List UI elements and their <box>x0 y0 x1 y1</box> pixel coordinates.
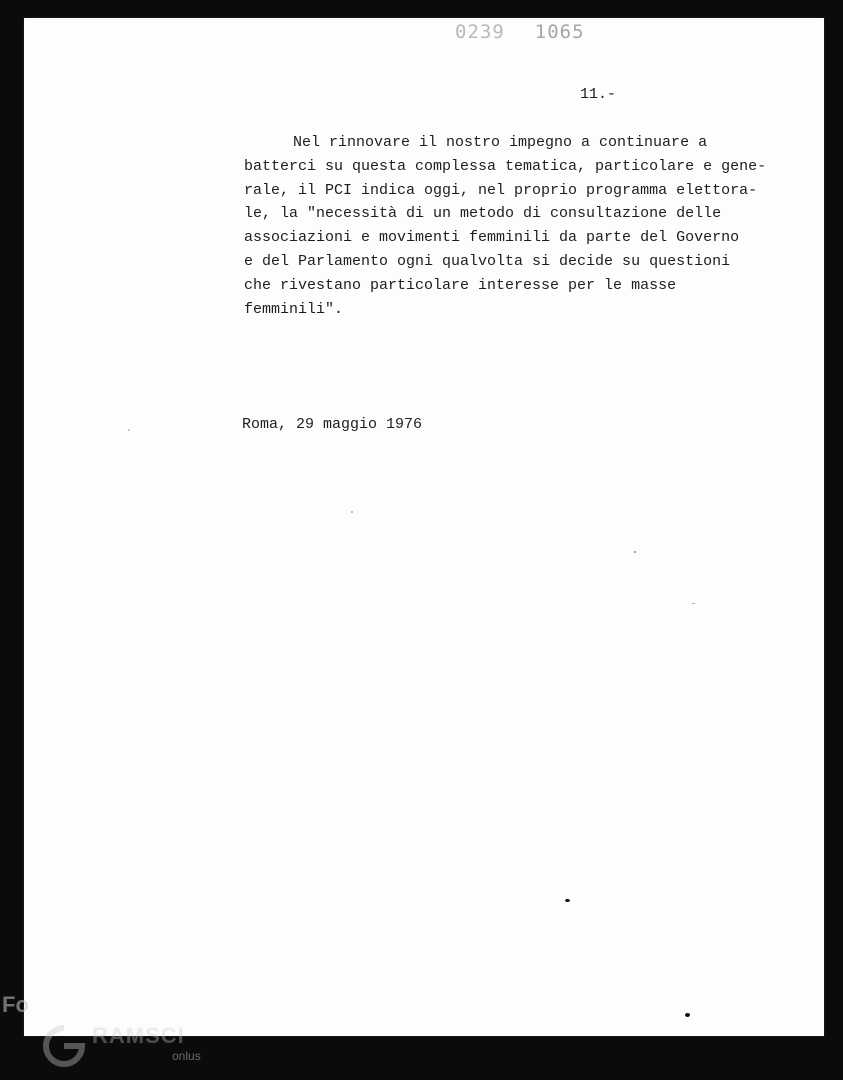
page-number: 11.- <box>580 86 617 103</box>
paragraph-line: che rivestano particolare interesse per le masse <box>244 276 677 294</box>
paragraph-line: e del Parlamento ogni qualvolta si decide su questioni <box>244 252 731 270</box>
place-date-signoff: Roma, 29 maggio 1976 <box>242 416 423 433</box>
watermark-suffix: onlus <box>172 1049 201 1063</box>
paragraph-line: le, la "necessità di un metodo di consultazione delle <box>244 205 722 223</box>
scan-speck <box>692 603 695 604</box>
watermark-prefix: Fo <box>2 992 29 1017</box>
scan-speck <box>685 1013 690 1017</box>
paragraph-line: associazioni e movimenti femminili da parte del Governo <box>244 229 740 247</box>
archive-number-2: 1065 <box>534 21 585 43</box>
scan-speck <box>351 511 353 513</box>
paragraph-line: Nel rinnovare il nostro impegno a continuare a <box>293 134 708 151</box>
archive-watermark <box>0 988 240 1080</box>
scan-speck <box>634 551 636 553</box>
paragraph-line: femminili". <box>244 300 344 318</box>
paragraph-line: rale, il PCI indica oggi, nel proprio programma elettora- <box>244 181 758 199</box>
watermark-logo-icon <box>34 1024 94 1068</box>
archive-number-1: 0239 <box>455 21 505 43</box>
paragraph-line: batterci su questa complessa tematica, particolare e gene- <box>244 157 767 175</box>
body-paragraph <box>244 131 804 321</box>
archive-stamp <box>455 21 585 43</box>
scan-speck <box>128 429 130 431</box>
watermark-logo-word: RAMSCI <box>92 1023 185 1048</box>
scan-speck <box>565 899 570 902</box>
